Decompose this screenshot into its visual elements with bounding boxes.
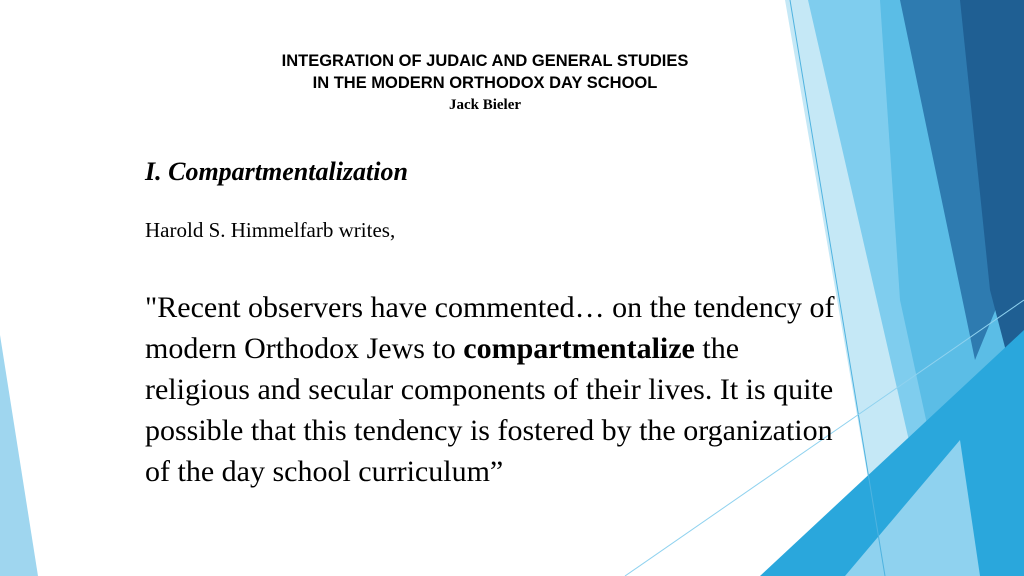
left-accent-shape [0,335,38,576]
slide-title-line-1: INTEGRATION OF JUDAIC AND GENERAL STUDIES [281,52,689,70]
quote-text-after: the religious and secular components of their lives. It is quite possible that this tendency is fostered by the organization of the day school curriculum” [145,332,834,488]
quote-text-before: "Recent observers have commented… on the tendency of modern Orthodox Jews to [145,291,835,365]
title-block [0,50,970,115]
intro-text: Harold S. Himmelfarb writes, [145,218,396,242]
quote-emphasis: compartmentalize [463,332,695,365]
quote-paragraph [145,287,835,492]
slide-title-line-2: IN THE MODERN ORTHODOX DAY SCHOOL [312,74,658,92]
section-heading: I. Compartmentalization [145,157,408,186]
author-name: Jack Bieler [448,97,522,113]
